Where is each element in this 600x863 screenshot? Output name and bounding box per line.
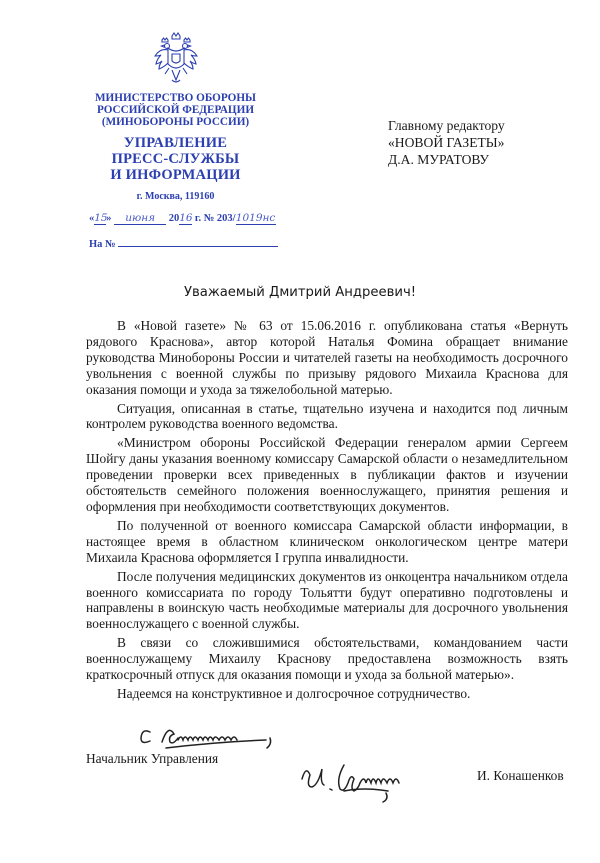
ministry-line: МИНИСТЕРСТВО ОБОРОНЫ: [94, 92, 257, 104]
body-paragraph: После получения медицинских документов из онкоцентра начальником отдела военного комиссариата по городу Тольятти будут оперативно подготовлены и направлены в воинскую часть необходимые материалы для досрочного увольнения военнослужащего с военной службы.: [86, 568, 568, 632]
signatory-position: Начальник Управления: [86, 751, 219, 766]
ministry-line: РОССИЙСКОЙ ФЕДЕРАЦИИ: [96, 104, 255, 116]
ministry-name: [88, 92, 263, 128]
department-name: [88, 135, 263, 183]
body-paragraph: По полученной от военного комиссара Самарской области информации, в настоящее время в областном клиническом онкологическом центре матери Михаила Краснова оформляется I группа инвалидности.: [86, 517, 568, 565]
handwritten-signature: [296, 755, 426, 803]
salutation: Уважаемый Дмитрий Андреевич!: [183, 285, 417, 300]
date-day: 15: [94, 212, 108, 224]
date-reference-line: «15» июня 2016 г. № 203/1019нс: [89, 212, 276, 224]
body-paragraph: Надеемся на конструктивное и долгосрочное сотрудничество.: [117, 685, 471, 701]
date-suffix: г.: [194, 213, 202, 224]
outgoing-number-handwritten: 1019нс: [235, 212, 276, 224]
department-line: И ИНФОРМАЦИИ: [110, 167, 241, 183]
date-year-prefix: 20: [168, 213, 180, 224]
incoming-reference-blank: [118, 236, 278, 247]
body-paragraph: В «Новой газете» № 63 от 15.06.2016 г. опубликована статья «Вернуть рядового Краснова», автор которой Наталья Фомина обращает внимание руководства Минобороны России и читателей газеты на необходимость досрочного увольнения с военной службы по призыву рядового Михаила Краснова для оказания помощи и ухода за тяжелобольной матерью.: [86, 318, 568, 397]
date-year-suffix: 16: [179, 212, 193, 224]
department-line: УПРАВЛЕНИЕ: [123, 135, 228, 151]
letterhead: [88, 30, 263, 202]
city-postcode: г. Москва, 119160: [136, 191, 215, 202]
ministry-line: (МИНОБОРОНЫ РОССИИ): [101, 116, 250, 128]
double-headed-eagle-emblem-icon: [152, 30, 200, 90]
body-paragraph: Ситуация, описанная в статье, тщательно изучена и находится под личным контролем руководства военного ведомства.: [86, 400, 568, 432]
addressee-block: [388, 117, 505, 168]
body-paragraph: «Министром обороны Российской Федерации генералом армии Сергеем Шойгу даны указания военному комиссару Самарской области о незамедлительном проведении проверки всех приведенных в публикации фактов и изучении обстоятельств семейного положения военнослужащего, принятия решения и оформления при необходимости соответствующих документов.: [86, 435, 568, 514]
incoming-reference-label: На №: [89, 239, 116, 250]
incoming-reference-line: [89, 236, 278, 250]
addressee-line: Главному редактору: [388, 118, 505, 133]
body-paragraph: В связи со сложившимися обстоятельствами, командованием части военнослужащему Михаилу Краснову предоставлена возможность взять краткосрочный отпуск для оказания помощи и ухода за больной матерью».: [86, 635, 568, 683]
date-month: июня: [114, 212, 166, 225]
outgoing-number-prefix: № 203/: [203, 213, 236, 224]
department-line: ПРЕСС-СЛУЖБЫ: [111, 151, 240, 167]
signatory-name: И. Конашенков: [477, 768, 564, 783]
addressee-line: Д.А. МУРАТОВУ: [388, 152, 489, 167]
addressee-line: «НОВОЙ ГАЗЕТЫ»: [388, 135, 505, 150]
letter-body: [86, 318, 568, 705]
